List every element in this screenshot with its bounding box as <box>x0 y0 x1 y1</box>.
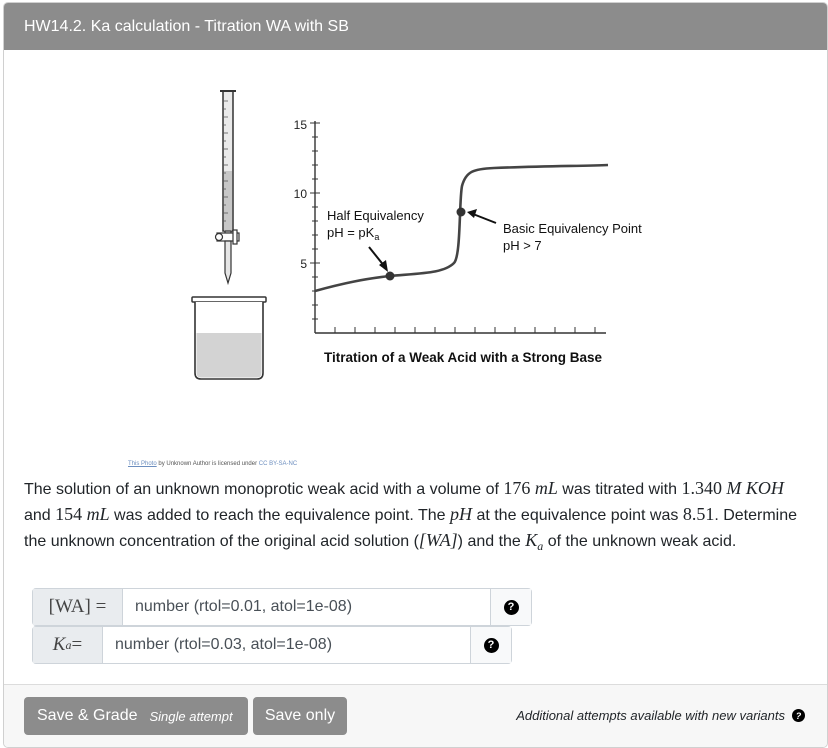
save-grade-label: Save & Grade <box>37 707 138 724</box>
basic-eq-arrow <box>473 214 496 223</box>
question-text: The solution of an unknown monoprotic weak acid with a volume of 176 mL was titrated with 1.340 M KOH and 154 mL was added to reach the equivalence point. The pH at the equivalence point was 8.51. Determine the unknown concentration of the original acid solution ([WA]) and the $K_a$ of the unknown weak acid. <box>24 478 798 554</box>
titration-figure <box>4 51 827 471</box>
y-tick-label-10: 10 <box>293 187 307 201</box>
answer-row-wa <box>32 588 532 626</box>
question-circle-icon: ? <box>504 600 519 615</box>
save-only-label: Save only <box>264 707 336 724</box>
image-credit <box>128 461 297 467</box>
ka-input[interactable] <box>103 627 470 663</box>
beaker-icon <box>192 297 266 379</box>
question-circle-icon[interactable]: ? <box>792 709 805 722</box>
save-only-button[interactable] <box>253 697 347 735</box>
question-footer <box>4 684 827 748</box>
credit-license-link[interactable]: CC BY-SA-NC <box>258 461 298 467</box>
titration-illustration <box>4 51 827 471</box>
basic-eq-ph: pH > 7 <box>503 238 542 253</box>
x-axis-ticks <box>335 327 595 333</box>
half-eq-label: Half Equivalency <box>327 208 424 223</box>
single-attempt-note: Single attempt <box>149 708 233 724</box>
figure-caption: Titration of a Weak Acid with a Strong Base <box>324 350 603 365</box>
question-card <box>3 2 828 748</box>
basic-eq-arrowhead <box>467 209 477 218</box>
credit-text: by Unknown Author is licensed under <box>156 461 259 467</box>
answer-row-ka <box>32 626 512 664</box>
half-eq-formula: pH = $pK_a$ <box>327 225 380 242</box>
wa-label: [WA] = <box>33 589 123 625</box>
burette-icon <box>216 91 240 283</box>
ka-help-button[interactable] <box>470 627 511 663</box>
question-title: HW14.2. Ka calculation - Titration WA with SB <box>4 3 827 50</box>
attempts-note-text: Additional attempts available with new variants <box>516 708 785 723</box>
credit-photo-link[interactable]: This Photo <box>128 461 157 467</box>
ka-label: K a = <box>33 627 103 663</box>
save-grade-button[interactable] <box>24 697 248 735</box>
y-tick-label-5: 5 <box>300 257 307 271</box>
half-equivalence-point <box>386 272 395 281</box>
y-tick-label-15: 15 <box>293 118 307 132</box>
wa-help-button[interactable] <box>490 589 531 625</box>
wa-input[interactable] <box>123 589 490 625</box>
equivalence-point <box>457 208 466 217</box>
question-circle-icon: ? <box>484 638 499 653</box>
attempts-note <box>516 708 805 723</box>
basic-eq-label: Basic Equivalency Point <box>503 221 642 236</box>
